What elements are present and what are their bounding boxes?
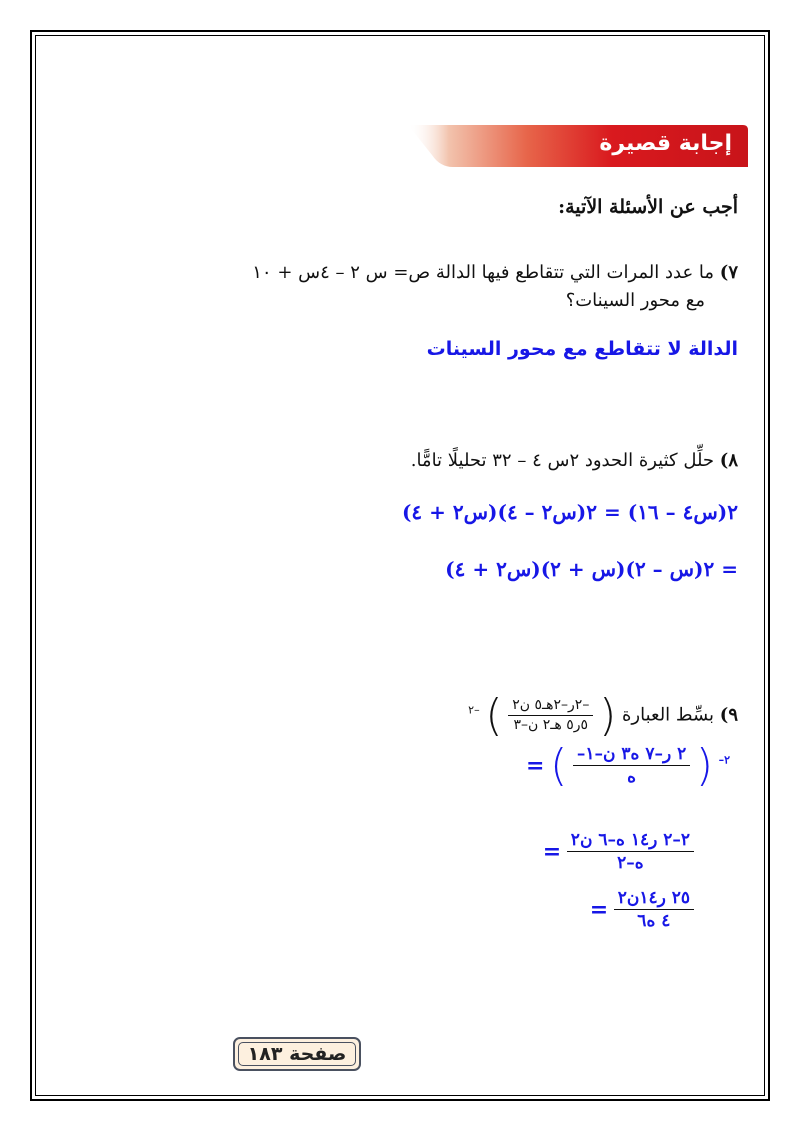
question-text: ما عدد المرات التي تتقاطع فيها الدالة ص= س ٢ – ٤س + ١٠ <box>252 262 715 283</box>
question-9 <box>468 690 738 741</box>
step-3-denominator: ٤ ه٦ <box>637 911 671 932</box>
question-number: ٧) <box>719 262 738 283</box>
expression-exponent: –٢ <box>468 703 480 717</box>
step-2-numerator: ٢–٢ ر١٤ ه–٦ ن٢ <box>567 830 694 852</box>
step-1-exponent: –٢ <box>718 753 730 767</box>
question-7-line2: مع محور السينات؟ <box>565 290 705 311</box>
paren-close: ) <box>695 740 713 791</box>
question-text: بسِّط العبارة <box>621 704 715 726</box>
question-number: ٨) <box>719 450 738 471</box>
equals-sign: = <box>526 752 545 779</box>
instructions: أجب عن الأسئلة الآتية: <box>558 196 738 218</box>
step-3-fraction <box>614 888 694 932</box>
page-number-box <box>233 1037 361 1071</box>
step-1-denominator: ه <box>627 767 636 787</box>
page-number: صفحة ١٨٣ <box>247 1043 347 1065</box>
step-1-fraction <box>573 744 690 788</box>
expression-numerator: –٢ر–٢هـ٥ ن٢ <box>508 697 593 716</box>
answer-9-step-3 <box>588 888 694 932</box>
question-8 <box>411 450 738 471</box>
question-7 <box>252 262 738 283</box>
paren-close: ) <box>485 690 503 741</box>
answer-9-step-1 <box>524 740 730 791</box>
answer-9-step-2 <box>541 830 694 874</box>
section-title: إجابة قصيرة <box>599 131 732 156</box>
step-2-denominator: ه–٢ <box>617 853 644 874</box>
paren-open: ( <box>550 740 568 791</box>
section-banner <box>408 125 748 167</box>
expression-fraction <box>508 697 593 734</box>
step-2-fraction <box>567 830 694 874</box>
answer-7: الدالة لا تتقاطع مع محور السينات <box>426 338 738 360</box>
expression-denominator: ٥ر٥ هـ٢ ن–٣ <box>513 717 589 733</box>
step-3-numerator: ٢٥ ر١٤ن٢ <box>614 888 694 910</box>
equals-sign: = <box>589 896 609 923</box>
answer-8-step-2: = ٢(س – ٢)(س + ٢)(س٢ + ٤) <box>445 557 738 581</box>
question-number: ٩) <box>719 704 738 726</box>
answer-8-step-1: ٢(س٤ – ١٦) = ٢(س٢ – ٤)(س٢ + ٤) <box>401 500 738 524</box>
step-1-numerator: –٢ ر–٧ ه٣ ن–١ <box>573 744 690 766</box>
paren-open: ( <box>599 690 617 741</box>
equals-sign: = <box>542 838 562 865</box>
question-text: حلِّل كثيرة الحدود ٢س ٤ – ٣٢ تحليلًا تامًّا. <box>410 450 715 471</box>
